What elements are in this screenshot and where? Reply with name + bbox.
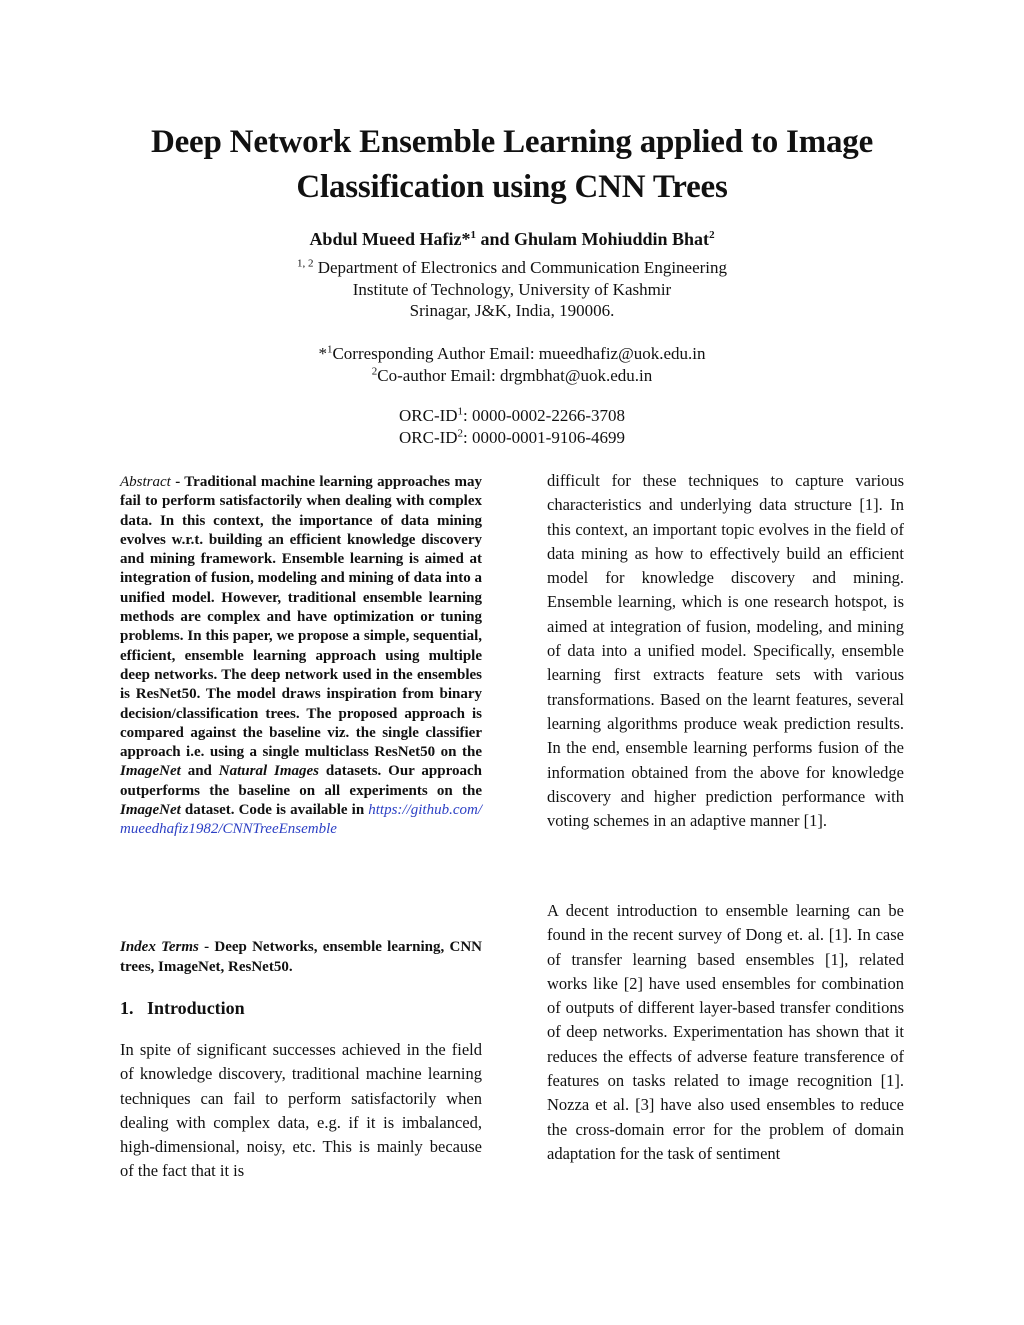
index-terms-label: Index Terms	[120, 939, 199, 955]
intro-paragraph-1: In spite of significant successes achieved in the field of knowledge discovery, traditional machine learning techniques can fail to perform satisfactorily when dealing with complex data, e.g. if it is imbalanced, high-dimensional, noisy, etc. This is mainly because of the fact that it is	[120, 1040, 482, 1181]
affil-line-2: Institute of Technology, University of Kashmir	[352, 279, 672, 299]
orcid-1-value: : 0000-0002-2266-3708	[463, 406, 626, 425]
orcid-2-value: : 0000-0001-9106-4699	[463, 427, 626, 447]
orcid-1-sup: 1	[457, 405, 464, 418]
title-line-2: Classification using CNN Trees	[296, 169, 728, 205]
index-terms-text: - Deep Networks, ensemble learning, CNN trees, ImageNet, ResNet50.	[120, 939, 482, 975]
affil-line-1: Department of Electronics and Communication Engineering	[313, 258, 728, 277]
author-line	[112, 226, 912, 252]
email-1-sup: 1	[326, 343, 333, 356]
title-line-1: Deep Network Ensemble Learning applied to Image	[150, 124, 874, 160]
email-1-prefix: *	[318, 344, 327, 363]
abstract-and: and	[180, 763, 219, 780]
affil-sup: 1, 2	[296, 257, 314, 270]
section-heading-introduction: 1. Introduction	[120, 998, 245, 1018]
author-1: Abdul Mueed Hafiz*	[309, 229, 471, 249]
orcid-1-label: ORC-ID	[398, 406, 458, 425]
orcid-2-label: ORC-ID	[398, 427, 458, 447]
emails	[112, 343, 912, 386]
orcid-block	[112, 405, 912, 448]
abstract-text-1: - Traditional machine learning approaches may fail to perform satisfactorily when dealing with complex data. In this context, the importance of data mining evolves w.r.t. building an efficient knowledge discovery and mining framework. Ensemble learning is aimed at integration of fusion, modeling and mining of data into a unified model. However, traditional ensemble learning methods are complex and have optimization or tuning problems. In this paper, we propose a simple, sequential, efficient, ensemble learning approach using multiple deep networks. The deep network used in the ensembles is ResNet50. The model draws inspiration from binary decision/classification trees. The proposed approach is compared against the baseline viz. the single classifier approach i.e. using a single multiclass ResNet50 on the	[120, 474, 482, 761]
email-2-sup: 2	[371, 364, 378, 377]
code-link[interactable]: https://github.com/mueedhafiz1982/CNNTreeEnsemble	[120, 802, 482, 838]
author-1-sup: 1	[470, 229, 476, 241]
email-1: Corresponding Author Email: mueedhafiz@uok.edu.in	[332, 344, 706, 363]
abstract-imagenet-1: ImageNet	[120, 763, 181, 780]
index-terms	[120, 937, 482, 977]
author-2-sup: 2	[709, 229, 715, 241]
right-paragraph-2: A decent introduction to ensemble learning can be found in the recent survey of Dong et. al. [1]. In case of transfer learning based ensembles [1], related works like [2] have used ensembles for combination of outputs of different layer-based transfer conditions of deep networks. Experimentation has shown that it reduces the effects of adverse feature transference of features on tasks related to image recognition [1]. Nozza et al. [3] have also used ensembles to reduce the cross-domain error for the problem of domain adaptation for the task of sentiment	[547, 901, 904, 1163]
affil-line-3: Srinagar, J&K, India, 190006.	[409, 301, 615, 320]
right-paragraph-1: difficult for these techniques to capture various characteristics and underlying data structure [1]. In this context, an important topic evolves in the field of data mining as how to effectively build an efficient model for knowledge discovery and mining. Ensemble learning, which is one research hotspot, is aimed at integration of fusion, modeling, and mining of data into a unified model. Specifically, ensemble learning first extracts feature sets with various transformations. Based on the learnt features, several learning algorithms produce weak prediction results. In the end, ensemble learning performs fusion of the information obtained from the above for knowledge discovery and higher prediction performance with voting schemes in an adaptive manner [1].	[547, 471, 904, 831]
email-2: Co-author Email: drgmbhat@uok.edu.in	[377, 365, 653, 385]
abstract-imagenet-2: ImageNet	[120, 802, 181, 819]
paper-title	[90, 120, 934, 210]
abstract-text-2: datasets. Our approach outperforms the baseline on all experiments on the	[120, 763, 483, 799]
affiliation	[112, 257, 912, 322]
abstract-text-3: dataset. Code is available in	[180, 802, 369, 819]
abstract-natural-images: Natural Images	[218, 763, 319, 780]
orcid-2-sup: 2	[457, 426, 464, 439]
abstract	[120, 473, 482, 840]
abstract-label: Abstract	[120, 474, 171, 490]
author-2: and Ghulam Mohiuddin Bhat	[475, 229, 710, 249]
